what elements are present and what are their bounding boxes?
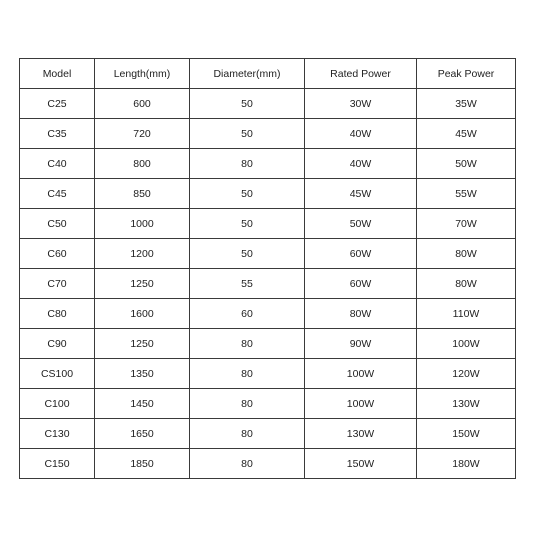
table-row [20,239,516,269]
cell-rated-power: 60W [305,239,417,269]
cell-peak-power: 120W [417,359,516,389]
cell-peak-power: 110W [417,299,516,329]
table-row [20,389,516,419]
header-model: Model [20,59,95,89]
header-diameter: Diameter(mm) [190,59,305,89]
cell-rated-power: 150W [305,449,417,479]
cell-length: 1000 [95,209,190,239]
cell-length: 600 [95,89,190,119]
cell-rated-power: 130W [305,419,417,449]
cell-peak-power: 55W [417,179,516,209]
cell-model: C50 [20,209,95,239]
cell-rated-power: 40W [305,119,417,149]
table-row [20,269,516,299]
table-row [20,89,516,119]
cell-length: 1250 [95,269,190,299]
cell-diameter: 50 [190,239,305,269]
cell-rated-power: 100W [305,389,417,419]
cell-length: 1600 [95,299,190,329]
cell-model: C45 [20,179,95,209]
header-peak-power: Peak Power [417,59,516,89]
cell-model: CS100 [20,359,95,389]
table-row [20,329,516,359]
cell-model: C70 [20,269,95,299]
cell-rated-power: 90W [305,329,417,359]
cell-model: C25 [20,89,95,119]
cell-peak-power: 70W [417,209,516,239]
cell-diameter: 50 [190,179,305,209]
cell-model: C130 [20,419,95,449]
cell-peak-power: 45W [417,119,516,149]
cell-peak-power: 80W [417,239,516,269]
cell-diameter: 80 [190,359,305,389]
cell-rated-power: 80W [305,299,417,329]
table-row [20,119,516,149]
cell-diameter: 80 [190,449,305,479]
cell-diameter: 80 [190,419,305,449]
cell-peak-power: 35W [417,89,516,119]
cell-model: C80 [20,299,95,329]
cell-peak-power: 100W [417,329,516,359]
cell-peak-power: 130W [417,389,516,419]
cell-length: 1200 [95,239,190,269]
table-row [20,149,516,179]
cell-length: 800 [95,149,190,179]
cell-length: 1650 [95,419,190,449]
table-header [20,59,516,89]
cell-diameter: 50 [190,89,305,119]
cell-peak-power: 150W [417,419,516,449]
cell-diameter: 60 [190,299,305,329]
cell-rated-power: 30W [305,89,417,119]
cell-peak-power: 80W [417,269,516,299]
cell-rated-power: 100W [305,359,417,389]
table-row [20,419,516,449]
cell-length: 850 [95,179,190,209]
header-length: Length(mm) [95,59,190,89]
cell-rated-power: 60W [305,269,417,299]
table-row [20,299,516,329]
cell-length: 1850 [95,449,190,479]
cell-model: C150 [20,449,95,479]
table-body [20,89,516,479]
cell-model: C60 [20,239,95,269]
cell-diameter: 50 [190,209,305,239]
cell-peak-power: 50W [417,149,516,179]
cell-model: C35 [20,119,95,149]
cell-peak-power: 180W [417,449,516,479]
table-row [20,209,516,239]
cell-length: 720 [95,119,190,149]
cell-diameter: 80 [190,149,305,179]
table-row [20,359,516,389]
header-rated-power: Rated Power [305,59,417,89]
cell-diameter: 55 [190,269,305,299]
cell-diameter: 80 [190,389,305,419]
cell-diameter: 80 [190,329,305,359]
table-row [20,179,516,209]
cell-model: C90 [20,329,95,359]
cell-rated-power: 40W [305,149,417,179]
header-row [20,59,516,89]
cell-length: 1350 [95,359,190,389]
table-row [20,449,516,479]
cell-length: 1250 [95,329,190,359]
cell-model: C100 [20,389,95,419]
spec-table [19,58,516,479]
cell-model: C40 [20,149,95,179]
cell-rated-power: 50W [305,209,417,239]
cell-diameter: 50 [190,119,305,149]
cell-length: 1450 [95,389,190,419]
cell-rated-power: 45W [305,179,417,209]
